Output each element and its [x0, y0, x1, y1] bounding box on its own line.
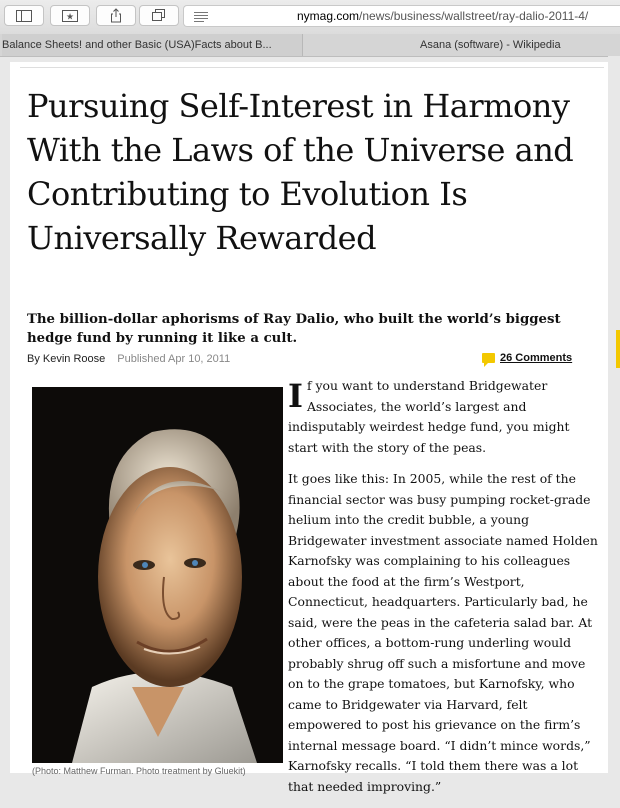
svg-text:★: ★	[65, 12, 75, 22]
browser-toolbar	[0, 0, 620, 35]
tab-label: Asana (software) - Wikipedia	[420, 39, 561, 51]
address-bar[interactable]	[183, 5, 620, 27]
drop-cap: I	[288, 377, 303, 415]
share-button[interactable]	[96, 5, 136, 26]
reader-icon[interactable]	[194, 11, 208, 22]
article-dek: The billion-dollar aphorisms of Ray Dalio, who built the world’s biggest hedge fund by running it like a cult.	[27, 312, 561, 346]
article-meta	[27, 353, 230, 365]
portrait-illustration	[32, 387, 283, 763]
sidebar-icon	[16, 10, 32, 22]
sidebar-button[interactable]	[4, 5, 44, 26]
tab-strip	[0, 34, 620, 57]
scroll-marker	[616, 330, 620, 368]
tabs-overview-icon	[152, 9, 166, 22]
paragraph-1-text: f you want to understand Bridgewater Associates, the world’s largest and indisputably weirdest hedge fund, you might start with the story of the peas.	[288, 378, 570, 455]
comment-bubble-icon	[482, 353, 495, 363]
article-photo	[32, 387, 283, 763]
paragraph-2: It goes like this: In 2005, while the rest of the financial sector was busy pumping rocket-grade helium into the credit bubble, a young Bridgewater investment associate named Holden Karnofsky was complaining to his colleagues about the food at the firm’s Westport, Connecticut, headquarters. Particularly bad, he said, were the peas in the cafeteria salad bar. At other offices, a bottom-rung underling would probably shrug off such a misfortune and move on to the grape tomatoes, but Karnofsky, who came to Bridgewater via Harvard, felt empowered to post his grievance on the firm’s internal message board. “I didn’t mince words,” Karnofsky recalls. “I told them there was a lot that needed improving.”	[288, 471, 598, 794]
share-icon	[110, 8, 122, 23]
byline: By Kevin Roose	[27, 353, 106, 365]
article-body	[288, 376, 600, 808]
url-path: /news/business/wallstreet/ray-dalio-2011-4/	[359, 9, 589, 23]
publish-date: Published Apr 10, 2011	[117, 353, 231, 365]
window-edge	[608, 56, 620, 773]
url-host: nymag.com	[297, 9, 360, 23]
url-text	[297, 9, 588, 23]
article-headline: Pursuing Self-Interest in Harmony With the Laws of the Universe and Contributing to Evolution Is Universally Rewarded	[27, 87, 574, 257]
bookmarks-button[interactable]	[50, 5, 90, 26]
tab-balance-sheets[interactable]	[2, 34, 303, 56]
paragraph-1	[288, 376, 600, 458]
comments-link[interactable]	[482, 352, 572, 364]
photo-credit: (Photo: Matthew Furman. Photo treatment by Gluekit)	[32, 766, 246, 776]
comments-count: 26 Comments	[500, 352, 573, 364]
tab-asana-wikipedia[interactable]	[420, 34, 610, 56]
tabs-overview-button[interactable]	[139, 5, 179, 26]
article-page	[10, 62, 608, 794]
top-divider	[20, 67, 604, 68]
tab-label: Balance Sheets! and other Basic (USA)Facts about B...	[2, 39, 272, 51]
bookmarks-icon	[62, 10, 78, 22]
